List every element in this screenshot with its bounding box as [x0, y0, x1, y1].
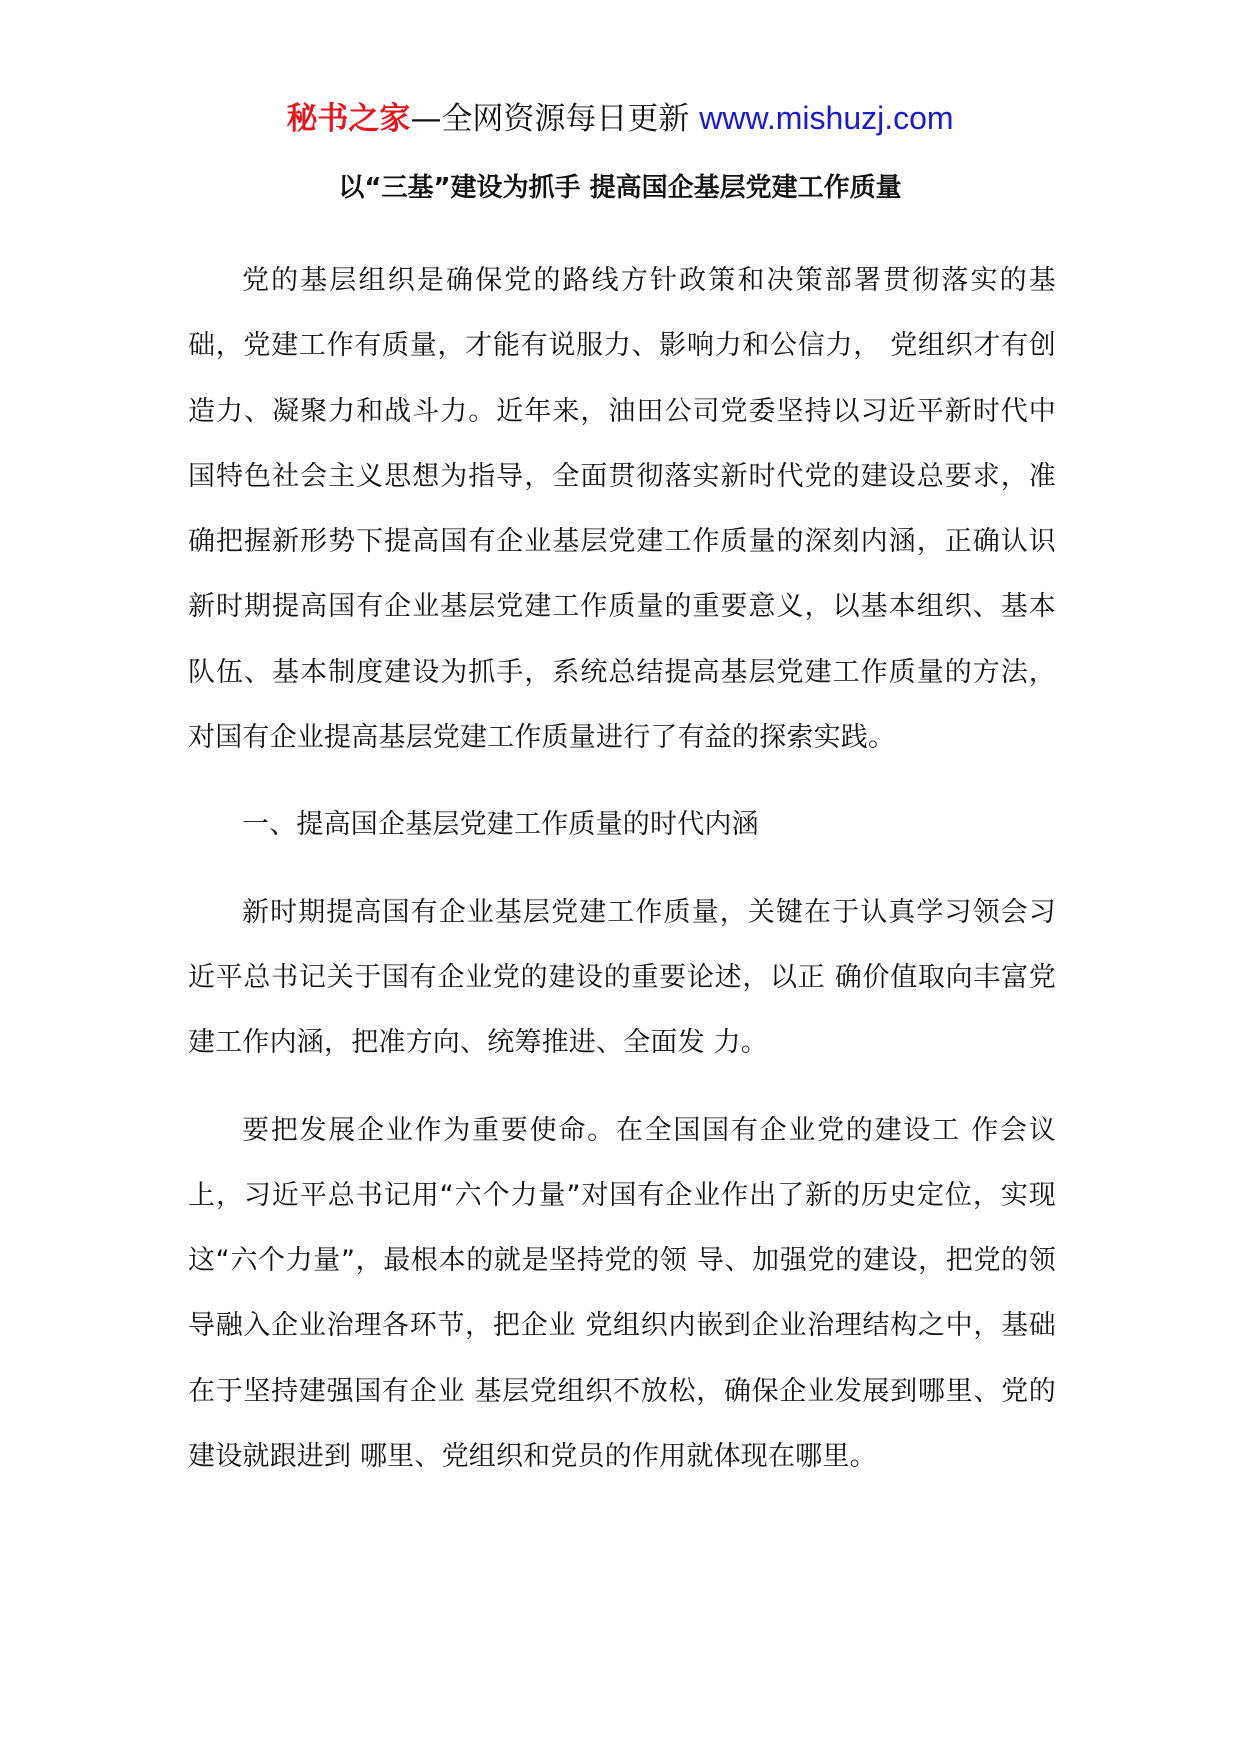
body-paragraph: 新时期提高国有企业基层党建工作质量，关键在于认真学习领会习近平总书记关于国有企业党的建设的重要论述，以正 确价值取向丰富党建工作内涵，把准方向、统筹推进、全面发 力。	[188, 896, 1056, 1059]
brand-name: 秘书之家	[286, 101, 411, 137]
site-header	[0, 98, 1240, 139]
section-heading: 一、提高国企基层党建工作质量的时代内涵	[242, 809, 759, 841]
header-tagline: —全网资源每日更新	[410, 101, 700, 137]
site-url-link[interactable]: www.mishuzj.com	[699, 100, 954, 136]
intro-paragraph: 党的基层组织是确保党的路线方针政策和决策部署贯彻落实的基础，党建工作有质量，才能有说服力、影响力和公信力， 党组织才有创造力、凝聚力和战斗力。近年来，油田公司党委坚持以习近平新时代中国特色社会主义思想为指导，全面贯彻落实新时代党的建设总要求，准确把握新形势下提高国有企业基层党建工作质量的深刻内涵，正确认识新时期提高国有企业基层党建工作质量的重要意义，以基本组织、基本队伍、基本制度建设为抓手，系统总结提高基层党建工作质量的方法，对国有企业提高基层党建工作质量进行了有益的探索实践。	[188, 265, 1056, 754]
document-body	[188, 248, 1056, 1489]
body-paragraph: 要把发展企业作为重要使命。在全国国有企业党的建设工 作会议上，习近平总书记用“六个力量”对国有企业作出了新的历史定位，实现这“六个力量”，最根本的就是坚持党的领 导、加强党的建设，把党的领导融入企业治理各环节，把企业 党组织内嵌到企业治理结构之中，基础在于坚持建强国有企业 基层党组织不放松，确保企业发展到哪里、党的建设就跟进到 哪里、党组织和党员的作用就体现在哪里。	[188, 1114, 1056, 1473]
document-title: 以“三基”建设为抓手 提高国企基层党建工作质量	[338, 173, 902, 203]
